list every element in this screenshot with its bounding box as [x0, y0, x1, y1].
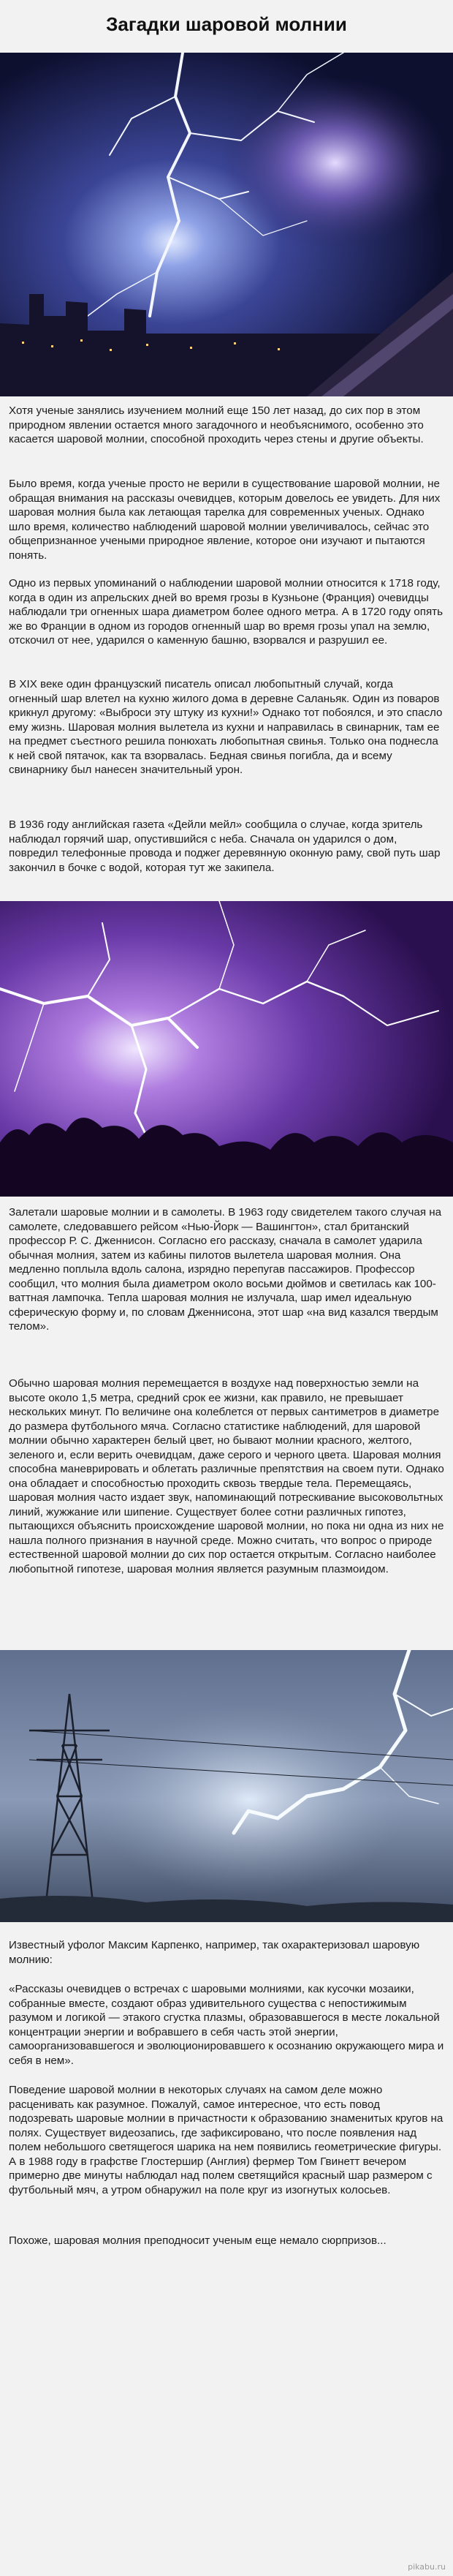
photo-pylon-lightning	[0, 1650, 453, 1922]
paragraph-properties: Обычно шаровая молния перемещается в воздухе над поверхностью земли на высоте около 1,5 метра, средний срок ее жизни, как правило, не превышает нескольких минут. По величине она колеблется от первых сантиметров в диаметре до размера футбольного мяча. Согласно статистике наблюдений, для шаровой молнии обычно характерен белый цвет, но бывают молнии красного, желтого, зеленого и, если верить очевидцам, даже серого и черного цвета. Шаровая молния способна маневрировать и облетать различные препятствия на своем пути. Однако она обладает и способностью проходить сквозь твердые тела. Перемещаясь, шаровая молния часто издает звук, напоминающий потрескивание высоковольтных линий, жужжание или шипение. Существует более сотни различных гипотез, пытающихся объяснить происхождение шаровой молнии, но пока ни одна из них не нашла полного признания в научной среде. Можно считать, что вопрос о природе естественной шаровой молнии до сих пор остается открытым. Согласно наиболее любопытной гипотезе, шаровая молния является разумным плазмоидом.	[9, 1377, 444, 1575]
photo-purple-lightning	[0, 901, 453, 1197]
paragraph-salagnac: В XIX веке один французский писатель описал любопытный случай, когда огненный шар влетел на кухню жилого дома в деревне Саланьяк. Один из поваров крикнул другому: «Выброси эту штуку из кухни!» Однако тот побоялся, и это спасло ему жизнь. Шаровая молния вылетела из кухни и направилась в свинарник, там ее на предмет съестного решила понюхать любопытная свинья. Только она поднесла к ней свой пятачок, как та взорвалась. Бедная свинья погибла, да и всему свинарнику был нанесен значительный урон.	[9, 678, 443, 776]
paragraph-karpenko-intro: Известный уфолог Максим Карпенко, например, так охарактеризовал шаровую молнию:	[9, 1939, 420, 1966]
purple-lightning-image	[0, 901, 453, 1197]
watermark: pikabu.ru	[408, 2562, 446, 2572]
lightning-city-image	[0, 53, 453, 396]
paragraph-intro: Хотя ученые занялись изучением молний еще 150 лет назад, до сих пор в этом природном явлении остается много загадочного и необъяснимого, особенно это касается шаровой молнии, способной проходить через стены и другие объекты.	[9, 404, 424, 445]
photo-lightning-city	[0, 53, 453, 396]
article-title: Загадки шаровой молнии	[106, 13, 347, 35]
paragraph-first-reports: Одно из первых упоминаний о наблюдении шаровой молнии относится к 1718 году, когда в один из апрельских дней во время грозы в Кузньоне (Франция) очевидцы наблюдали три огненных шара диаметром более одного метра. А в 1720 году опять же во Франции в одном из городов огненный шар во время грозы упал на землю, отскочил от нее, ударился о каменную башню, взорвался и разрушил ее.	[9, 577, 444, 647]
pylon-lightning-image	[0, 1650, 453, 1922]
paragraph-conclusion: Похоже, шаровая молния преподносит ученым еще немало сюрпризов...	[9, 2234, 387, 2247]
paragraph-crop-circles: Поведение шаровой молнии в некоторых случаях на самом деле можно расценивать как разумное. Пожалуй, самое интересное, что есть повод подозревать шаровые молнии в причастности к образованию знаменитых кругов на полях. Существует видеозапись, где зафиксировано, что после появления над полем небольшого светящегося шарика на нем появились геометрические фигуры. А в 1988 году в графстве Глостершир (Англия) фермер Том Гвинетт вечером примерно две минуты наблюдал над полем светящийся красный шар размером с футбольный мяч, а утром обнаружил на поле круг из изогнутых колосьев.	[9, 2084, 444, 2196]
paragraph-airplane: Залетали шаровые молнии и в самолеты. В 1963 году свидетелем такого случая на самолете, следовавшего рейсом «Нью-Йорк — Вашингтон», стал британский профессор Р. С. Дженнисон. Согласно его рассказу, сначала в самолет ударила обычная молния, затем из кабины пилотов вылетела шаровая молния. Она медленно поплыла вдоль салона, изрядно перепугав пассажиров. Профессор сообщил, что молния была диаметром около восьми дюймов и светилась как 100-ваттная лампочка. Тепла шаровая молния не излучала, шар имел идеальную сферическую форму и, по словам Дженнисона, этот шар «на вид казался твердым телом».	[9, 1206, 442, 1333]
paragraph-skepticism: Было время, когда ученые просто не верили в существование шаровой молнии, не обращая внимания на рассказы очевидцев, которым довелось ее увидеть. Для них шаровая молния была как летающая тарелка для современных ученых. Однако шло время, количество наблюдений шаровой молнии увеличивалось, сейчас это общепризнанное учеными природное явление, которое они изучают и пытаются понять.	[9, 478, 441, 562]
paragraph-karpenko-quote: «Рассказы очевидцев о встречах с шаровыми молниями, как кусочки мозаики, собранные вместе, создают образ удивительного существа с непостижимым разумом и логикой — этакого сгустка плазмы, образовавшегося в месте локальной концентрации энергии и вобравшего в себя часть этой энергии, самоорганизовавшегося и эволюционировавшего к осознанию окружающего мира и себя в нем».	[9, 1983, 444, 2067]
paragraph-daily-mail: В 1936 году английская газета «Дейли мейл» сообщила о случае, когда зритель наблюдал горячий шар, опустившийся с неба. Сначала он ударился о дом, повредил телефонные провода и поджег деревянную оконную раму, свой путь шар закончил в бочке с водой, которая тут же закипела.	[9, 818, 441, 874]
